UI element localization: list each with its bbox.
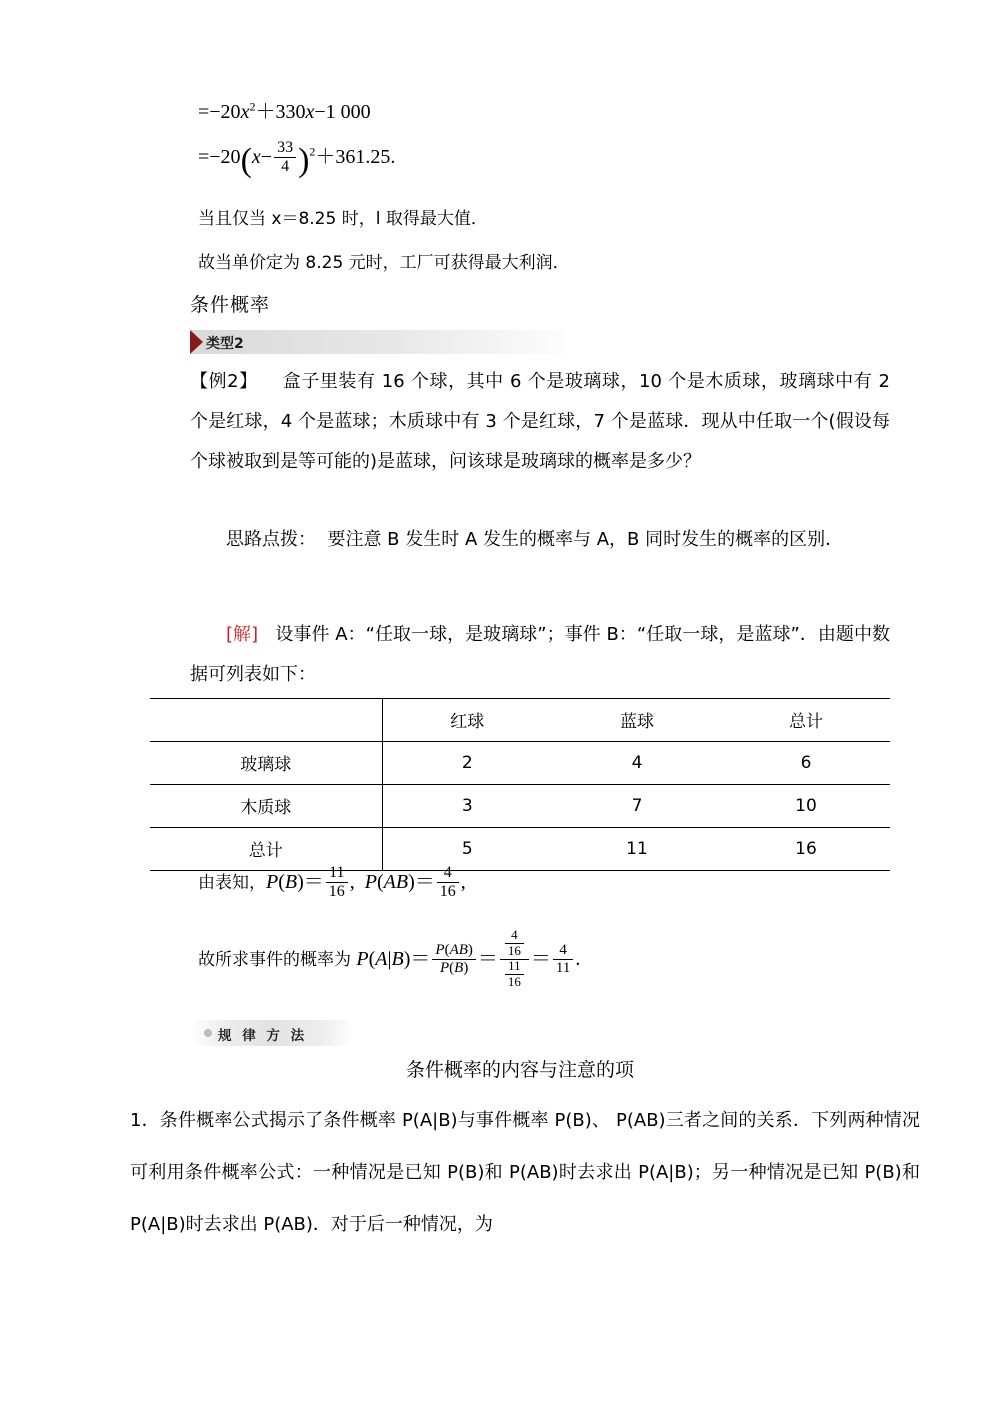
table-cell: 6 [722,742,890,785]
method-banner-label: 规 律 方 法 [218,1028,308,1044]
example-block [190,362,890,482]
table-header-cell-3: 总计 [722,699,890,742]
table-cell: 5 [382,828,552,871]
table-cell: 4 [552,742,722,785]
table-cell: 16 [722,828,890,871]
hint-tag: 思路点拨： [226,529,316,550]
table-row-label: 玻璃球 [150,742,382,785]
fraction-numerator: 11 [508,958,521,974]
from-table-label: 由表知， [198,873,266,893]
conditional-probability-result-line [198,927,581,991]
table-cell: 10 [722,785,890,828]
hint-paragraph [190,520,890,560]
fraction-33-4 [274,139,296,176]
fraction-numerator [500,929,529,959]
fraction-numerator: 4 [511,927,518,942]
hint-block [190,520,890,560]
method-paragraph: 1．条件概率公式揭示了条件概率 P(A|B)与事件概率 P(B)、 P(AB)三者之间的关系．下列两种情况可利用条件概率公式：一种情况是已知 P(B)和 P(AB)时去求出 P(A|B)；另一种情况是已知 P(B)和 P(A|B)时去求出 P(AB)．对于后一种情况，为 [130,1110,920,1235]
fraction-pab-over-pb [432,942,476,977]
fraction-11-16 [326,864,348,901]
equation-2-tail: ＋361.25. [315,146,396,168]
table-row-label: 木质球 [150,785,382,828]
fraction-nested [500,929,529,990]
open-paren: ( [240,142,252,179]
fraction-denominator: P(B) [432,959,476,977]
table-header-cell-0 [150,699,382,742]
solution-tag: [解] [226,624,259,645]
text-line-conclusion: 故当单价定为 8.25 元时，工厂可获得最大利润． [198,253,570,273]
equation-2-prefix: =−20 [198,146,241,168]
equation-2-variable: x [251,146,261,168]
fraction-numerator: P(AB) [435,942,473,959]
fraction-denominator: 16 [505,974,524,990]
fraction-numerator: 4 [443,864,452,881]
example-text: 盒子里装有 16 个球，其中 6 个是玻璃球，10 个是木质球，玻璃球中有 2 个是红球，4 个是蓝球；木质球中有 3 个是红球，7 个是蓝球．现从中任取一个(假设每个球被取到是等可能的)是蓝球，问该球是玻璃球的概率是多少？ [190,371,891,472]
fraction-denominator: 11 [553,959,573,977]
table-header-row [150,699,890,742]
equation-2-exponent: 2 [309,144,316,159]
equation-line-1 [198,100,371,123]
triangle-marker-icon [190,330,203,354]
table-header-cell-1: 红球 [382,699,552,742]
close-paren: ) [298,142,310,179]
data-table-wrapper [150,698,890,871]
fraction-denominator: 16 [326,882,348,901]
pb-expression: P(B)＝ $\frac{11}{16}$ , P(AB)＝ $\frac{4}{16}$ , [266,864,466,900]
example-tag: 【例2】 [190,371,258,392]
type-banner-label: 类型2 [206,336,244,352]
table-cell: 7 [552,785,722,828]
fraction-denominator [500,959,529,990]
equation-line-2 [198,140,395,179]
equation-1-text: $=-20x^2+330x-1$ 000 [198,99,371,123]
bullet-dot-icon [204,1029,212,1037]
fraction-4-16 [437,864,459,901]
equation-2-minus: − [260,146,273,168]
inner-fraction-11-16 [505,959,524,989]
table-cell: 2 [382,742,552,785]
fraction-denominator: 4 [274,157,296,176]
table-cell: 11 [552,828,722,871]
table-row-label: 总计 [150,828,382,871]
hint-text: 要注意 B 发生时 A 发生的概率与 A，B 同时发生的概率的区别． [327,529,844,550]
table-header-cell-2: 蓝球 [552,699,722,742]
table-row [150,785,890,828]
method-title: 条件概率的内容与注意的项 [405,1059,634,1081]
result-label: 故所求事件的概率为 [198,950,351,971]
example-paragraph [190,362,890,482]
solution-block [190,615,890,695]
table-cell: 3 [382,785,552,828]
fraction-4-11 [553,942,573,977]
text-line-max-value: 当且仅当 x＝8.25 时，l 取得最大值． [198,209,488,229]
solution-text: 设事件 A：“任取一球，是玻璃球”；事件 B：“任取一球，是蓝球”．由题中数据可列表如下： [190,624,891,685]
method-banner [190,1020,355,1046]
ball-distribution-table [150,698,890,871]
type-banner [190,330,565,354]
fraction-denominator: 16 [437,882,459,901]
probability-values-line [198,865,466,902]
inner-fraction-4-16 [505,928,524,958]
section-heading-conditional-probability: 条件概率 [190,294,271,316]
table-row [150,742,890,785]
conditional-probability-expression: P(A|B)＝ $\frac{P(AB)}{P(B)}$ ＝ $\frac{\frac{4}{16}}{\frac{11}{16}}$ ＝ $\frac{4}{11}$ . [356,927,581,989]
solution-paragraph [190,615,890,695]
fraction-denominator: 16 [505,943,524,959]
fraction-numerator: 4 [559,942,567,959]
fraction-numerator: 33 [277,139,294,156]
fraction-numerator: 11 [329,864,345,881]
